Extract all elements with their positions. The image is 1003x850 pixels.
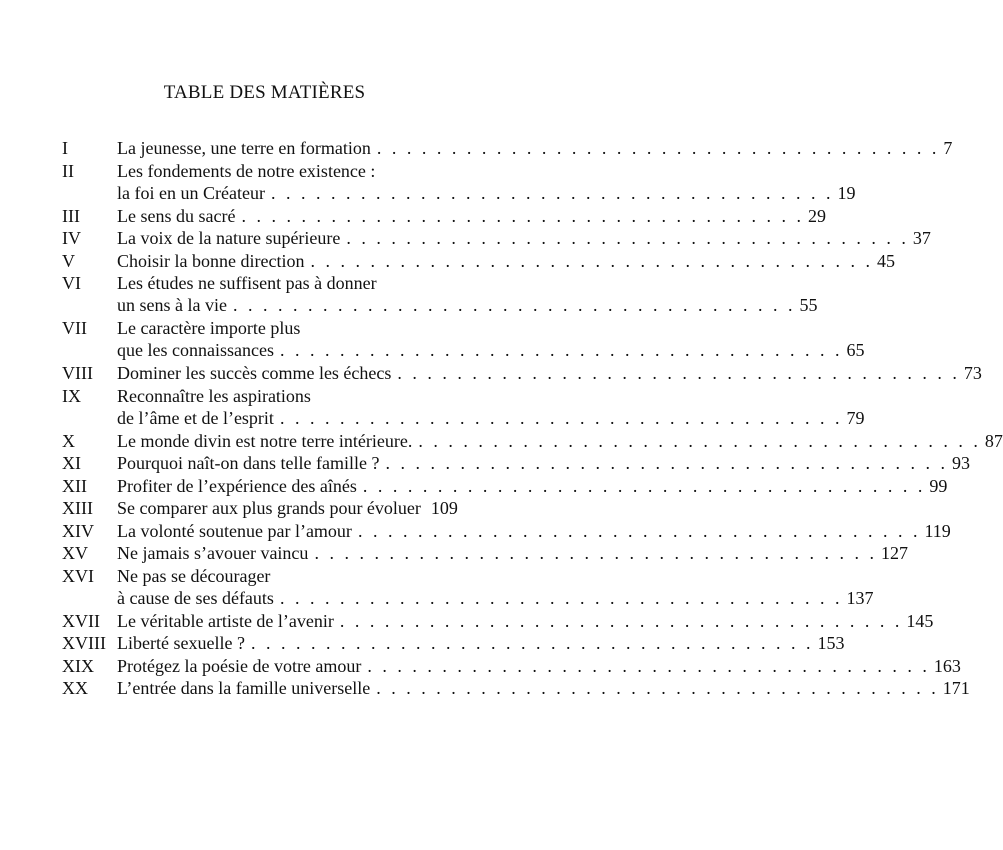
chapter-title: Le caractère importe plus: [117, 318, 301, 338]
dot-leader: . . . . . . . . . . . . . . . . . . . . . . . . . . . . . . . . . . . . . .: [376, 138, 940, 158]
chapter-title: Le véritable artiste de l’avenir: [117, 610, 334, 631]
page-number: 93: [951, 453, 970, 473]
page-number: 73: [963, 363, 982, 383]
chapter-title-line: [117, 632, 845, 654]
chapter-number: XII: [62, 475, 87, 496]
chapter-body: [117, 317, 865, 361]
chapter-title-line: [117, 655, 961, 677]
chapter-title: Choisir la bonne direction: [117, 250, 305, 271]
page-number: 37: [912, 228, 931, 248]
page-number: 145: [906, 610, 934, 631]
chapter-title: Le monde divin est notre terre intérieure.: [117, 430, 413, 451]
chapter-title: la foi en un Créateur: [117, 182, 265, 203]
dot-leader: . . . . . . . . . . . . . . . . . . . . . . . . . . . . . . . . . . . . . .: [357, 520, 921, 541]
chapter-number: I: [62, 138, 68, 158]
dot-leader: . . . . . . . . . . . . . . . . . . . . . . . . . . . . . . . . . . . . . .: [270, 182, 834, 203]
chapter-title-line: [117, 317, 457, 339]
dot-leader: . . . . . . . . . . . . . . . . . . . . . . . . . . . . . . . . . . . . . .: [367, 655, 930, 676]
page-number: 79: [846, 407, 865, 428]
chapter-number: XV: [62, 543, 88, 563]
page-number: 55: [799, 295, 818, 315]
chapter-title-line: [117, 475, 948, 497]
page-number: 99: [929, 475, 948, 496]
chapter-title: La jeunesse, une terre en formation: [117, 138, 371, 158]
chapter-title: Protégez la poésie de votre amour: [117, 655, 362, 676]
chapter-title-line: [117, 182, 856, 204]
dot-leader: . . . . . . . . . . . . . . . . . . . . . . . . . . . . . . . . . . . . . .: [279, 587, 843, 608]
chapter-number: IV: [62, 228, 81, 248]
chapter-number: XIX: [62, 655, 94, 676]
chapter-number: XIV: [62, 520, 94, 541]
chapter-title-line: [117, 677, 970, 699]
chapter-title-line: [117, 520, 951, 542]
page-number: 171: [942, 678, 970, 698]
chapter-body: [117, 385, 865, 429]
chapter-title-line: [117, 160, 457, 182]
chapter-title: que les connaissances: [117, 340, 274, 360]
chapter-body: [117, 497, 457, 519]
dot-leader: . . . . . . . . . . . . . . . . . . . . . . . . . . . . . . . . . . . . . .: [232, 295, 796, 315]
dot-leader: . . . . . . . . . . . . . . . . . . . . . . . . . . . . . . . . . . . . . .: [314, 543, 877, 563]
chapter-body: [117, 565, 874, 609]
chapter-title-line: [117, 137, 953, 159]
chapter-body: [117, 475, 948, 497]
chapter-body: [117, 137, 953, 159]
chapter-number: XVI: [62, 565, 94, 586]
chapter-number: XI: [62, 453, 81, 473]
chapter-body: [117, 430, 1003, 452]
chapter-body: [117, 362, 982, 384]
chapter-title: La voix de la nature supérieure: [117, 228, 341, 248]
dot-leader: . . . . . . . . . . . . . . . . . . . . . . . . . . . . . . . . . . . . . .: [241, 205, 804, 226]
chapter-body: [117, 227, 931, 249]
chapter-title: à cause de ses défauts: [117, 587, 274, 608]
page-number: 119: [924, 520, 951, 541]
dot-leader: . . . . . . . . . . . . . . . . . . . . . . . . . . . . . . . . . . . . . .: [418, 430, 981, 451]
chapter-number: VII: [62, 318, 87, 338]
page-number: 153: [817, 633, 845, 653]
chapter-body: [117, 632, 845, 654]
chapter-body: [117, 250, 895, 272]
chapter-title-line: [117, 339, 865, 361]
chapter-number: XVIII: [62, 633, 106, 653]
chapter-title: Les études ne suffisent pas à donner: [117, 273, 377, 293]
chapter-title: Le sens du sacré: [117, 205, 236, 226]
chapter-number: XIII: [62, 498, 93, 518]
page-number: 137: [846, 587, 874, 608]
chapter-number: XX: [62, 678, 88, 698]
chapter-title-line: [117, 272, 457, 294]
chapter-title: La volonté soutenue par l’amour: [117, 520, 352, 541]
page-number: 19: [837, 182, 856, 203]
chapter-number: IX: [62, 385, 81, 406]
chapter-title: Dominer les succès comme les échecs: [117, 363, 392, 383]
chapter-title: Les fondements de notre existence :: [117, 160, 376, 181]
dot-leader: . . . . . . . . . . . . . . . . . . . . . . . . . . . . . . . . . . . . . .: [310, 250, 873, 271]
dot-leader: . . . . . . . . . . . . . . . . . . . . . . . . . . . . . . . . . . . . . .: [397, 363, 960, 383]
chapter-body: [117, 452, 970, 474]
page-number: 7: [943, 138, 953, 158]
chapter-body: [117, 272, 818, 316]
dot-leader: . . . . . . . . . . . . . . . . . . . . . . . . . . . . . . . . . . . . . .: [362, 475, 926, 496]
chapter-title: Ne jamais s’avouer vaincu: [117, 543, 309, 563]
page-number: 163: [933, 655, 961, 676]
chapter-body: [117, 610, 934, 632]
page-number: 127: [880, 543, 908, 563]
dot-leader: . . . . . . . . . . . . . . . . . . . . . . . . . . . . . . . . . . . . . .: [279, 340, 843, 360]
chapter-title-line: [117, 452, 970, 474]
dot-leader: . . . . . . . . . . . . . . . . . . . . . . . . . . . . . . . . . . . . . .: [346, 228, 909, 248]
chapter-title-line: [117, 430, 1003, 452]
chapter-body: [117, 542, 908, 564]
page-number: 29: [807, 205, 826, 226]
chapter-title: Liberté sexuelle ?: [117, 633, 245, 653]
chapter-number: VI: [62, 273, 81, 293]
chapter-body: [117, 205, 826, 227]
chapter-body: [117, 160, 856, 204]
page-number: 65: [846, 340, 865, 360]
page-number: 109: [430, 498, 458, 518]
chapter-title: L’entrée dans la famille universelle: [117, 678, 371, 698]
chapter-title-line: [117, 227, 931, 249]
chapter-title: Ne pas se décourager: [117, 565, 271, 586]
dot-leader: . . . . . . . . . . . . . . . . . . . . . . . . . . . . . . . . . . . . . .: [339, 610, 903, 631]
chapter-number: VIII: [62, 363, 93, 383]
chapter-title-line: [117, 407, 865, 429]
chapter-number: V: [62, 250, 75, 271]
chapter-title: un sens à la vie: [117, 295, 227, 315]
page-number: 45: [876, 250, 895, 271]
dot-leader: . . . . . . . . . . . . . . . . . . . . . . . . . . . . . . . . . . . . . .: [385, 453, 948, 473]
chapter-title-line: [117, 250, 895, 272]
dot-leader: . . . . . . . . . . . . . . . . . . . . . . . . . . . . . . . . . . . . . .: [279, 407, 843, 428]
chapter-body: [117, 655, 961, 677]
chapter-title-line: [117, 610, 934, 632]
chapter-body: [117, 677, 970, 699]
chapter-number: XVII: [62, 610, 100, 631]
chapter-number: III: [62, 205, 80, 226]
chapter-title-line: [117, 385, 457, 407]
chapter-title: Reconnaître les aspirations: [117, 385, 311, 406]
chapter-number: II: [62, 160, 74, 181]
page-number: 87: [984, 430, 1003, 451]
chapter-title: de l’âme et de l’esprit: [117, 407, 274, 428]
chapter-number: X: [62, 430, 75, 451]
chapter-title-line: [117, 565, 457, 587]
dot-leader: . . . . . . . . . . . . . . . . . . . . . . . . . . . . . . . . . . . . . .: [250, 633, 814, 653]
chapter-body: [117, 520, 951, 542]
chapter-title-line: [117, 294, 818, 316]
page-title: TABLE DES MATIÈRES: [163, 82, 366, 103]
chapter-title-line: [117, 497, 457, 519]
chapter-title: Se comparer aux plus grands pour évoluer: [117, 498, 421, 518]
chapter-title: Profiter de l’expérience des aînés: [117, 475, 357, 496]
chapter-title-line: [117, 362, 982, 384]
chapter-title-line: [117, 542, 908, 564]
chapter-title-line: [117, 205, 826, 227]
dot-leader: . . . . . . . . . . . . . . . . . . . . . . . . . . . . . . . . . . . . . .: [376, 678, 939, 698]
chapter-title: Pourquoi naît-on dans telle famille ?: [117, 453, 380, 473]
chapter-title-line: [117, 587, 874, 609]
